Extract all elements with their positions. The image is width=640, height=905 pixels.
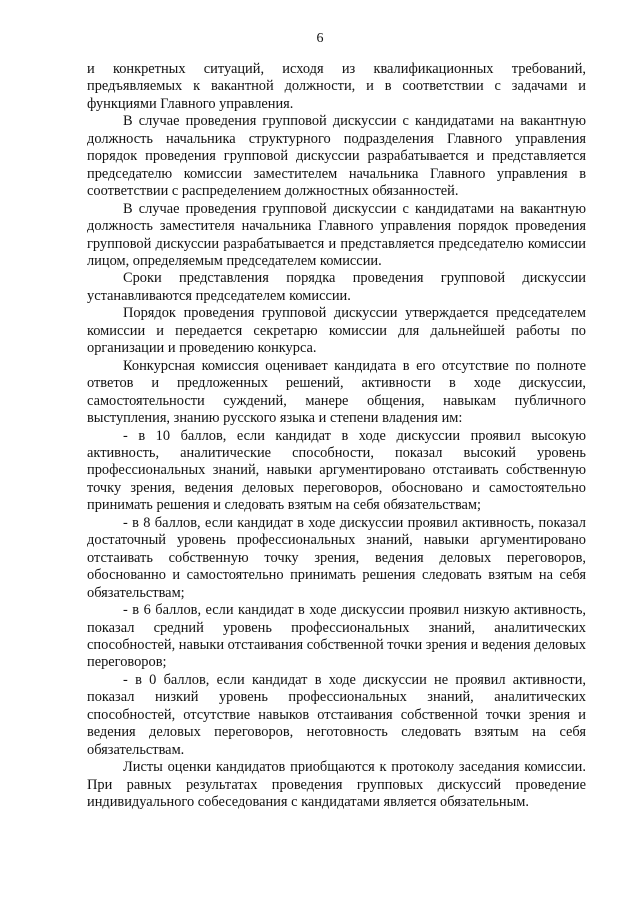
- paragraph: Порядок проведения групповой дискуссии утверждается председателем комиссии и передается секретарю комиссии для дальнейшей работы по организации и проведению конкурса.: [87, 305, 586, 357]
- list-item: - в 8 баллов, если кандидат в ходе дискуссии проявил активность, показал достаточный уровень профессиональных знаний, навыки аргументировано отстаивать собственную точку зрения, ведения деловых переговоров, обоснованно и самостоятельно принимать решения следовать взятым на себя обязательствам;: [87, 514, 586, 601]
- paragraph: В случае проведения групповой дискуссии с кандидатами на вакантную должность начальника структурного подразделения Главного управления порядок проведения групповой дискуссии разрабатывается и представляется председателю комиссии заместителем начальника Главного управления в соответствии с распределением должностных обязанностей.: [87, 113, 586, 200]
- list-item: - в 0 баллов, если кандидат в ходе дискуссии не проявил активности, показал низкий уровень профессиональных знаний, аналитических способностей, отсутствие навыков отстаивания собственной точки зрения и ведения деловых переговоров, неготовность следовать взятым на себя обязательствам.: [87, 671, 586, 758]
- paragraph: Конкурсная комиссия оценивает кандидата в его отсутствие по полноте ответов и предложенных решений, активности в ходе дискуссии, самостоятельности суждений, манере общения, навыкам публичного выступления, знанию русского языка и степени владения им:: [87, 357, 586, 427]
- body-text: [87, 61, 586, 811]
- page-number: 6: [316, 31, 324, 46]
- list-item: - в 6 баллов, если кандидат в ходе дискуссии проявил низкую активность, показал средний уровень профессиональных знаний, аналитических способностей, навыки отстаивания собственной точки зрения и ведения деловых переговоров;: [87, 602, 586, 671]
- list-item: - в 10 баллов, если кандидат в ходе дискуссии проявил высокую активность, аналитические способности, показал высокий уровень профессиональных знаний, навыки аргументировано отстаивать собственную точку зрения, ведения деловых переговоров, обосновано и самостоятельно принимать решения и следовать взятым на себя обязательствам;: [87, 427, 586, 514]
- paragraph: и конкретных ситуаций, исходя из квалификационных требований, предъявляемых к вакантной должности, и в соответствии с задачами и функциями Главного управления.: [87, 61, 586, 112]
- paragraph: В случае проведения групповой дискуссии с кандидатами на вакантную должность заместителя начальника Главного управления порядок проведения групповой дискуссии разрабатывается и представляется председателю комиссии лицом, определяемым председателем комиссии.: [87, 200, 586, 269]
- paragraph: Листы оценки кандидатов приобщаются к протоколу заседания комиссии. При равных результатах проведения групповых дискуссий проведение индивидуального собеседования с кандидатами является обязательным.: [87, 759, 586, 811]
- paragraph: Сроки представления порядка проведения групповой дискуссии устанавливаются председателем комиссии.: [87, 270, 586, 304]
